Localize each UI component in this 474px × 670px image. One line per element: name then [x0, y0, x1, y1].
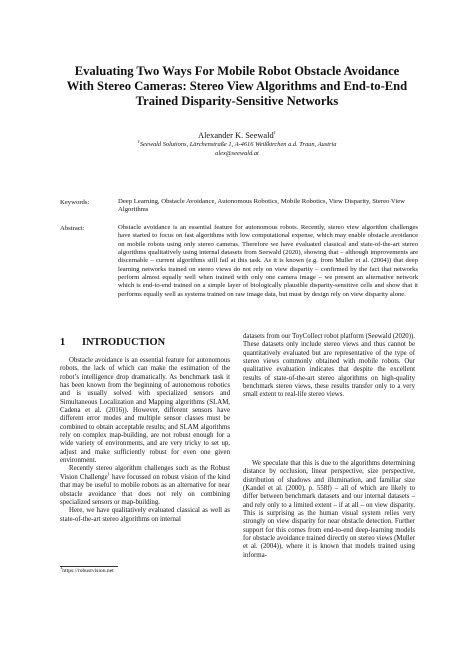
author-line: [60, 130, 414, 141]
author-footnote-mark: 1: [273, 130, 276, 136]
intro-paragraph-2-start: Recently stereo algorithm challenges such as the Robust Vision Challenge: [60, 465, 230, 481]
affiliation: Seewald Solutions, Lärchenstraße 1, A-4616 Weißkirchen a.d. Traun, Austria: [139, 141, 337, 148]
abstract-text: Obstacle avoidance is an essential feature for autonomous robots. Recently, stereo view algorithm challenges have started to focus on fast algorithms with low computational expense, which may enable obstacle avoidance on mobile robots using only stereo cameras. Therefore we have evaluated classical and state-of-the-art stereo algorithms qualitatively using internal datasets from Seewald (2020), showing that – although improvements are discernable – current algorithms still fail at this task. As it is known (e.g. from Muller et al. (2004)) that deep learning networks trained on stereo views do not rely on view disparity – confirmed by the fact that networks perform almost equally well when trained with only one camera image – we present an alternative network which is end-to-end trained on a simple layer of biologically plausible disparity-sensitive cells and show that it performs equally well as systems trained on raw image data, but must by design rely on view disparity alone.: [118, 224, 418, 298]
affiliation-mark: 1: [137, 138, 140, 144]
abstract-label: Abstract:: [60, 225, 85, 232]
paper-title: Evaluating Two Ways For Mobile Robot Obstacle Avoidance With Stereo Cameras: Stereo View Algorithms and End-to-End Trained Disparity-Sensitive Networks: [66, 64, 408, 109]
footnote-ref-mark: 1: [107, 471, 110, 477]
footnote-url: https://robustvision.net: [62, 568, 114, 574]
footnote-rule: [60, 566, 118, 567]
intro-paragraph-3: Here, we have qualitatively evaluated classical as well as state-of-the-art stereo algorithms on internal: [60, 507, 230, 523]
keywords-text: Deep Learning, Obstacle Avoidance, Autonomous Robotics, Mobile Robotics, View Disparity, Stereo View Algorithms: [118, 198, 406, 214]
intro-paragraph-2-end: have focussed on robust vision of the kind that may be useful to mobile robots as an alternative for near obstacle avoidance that does not rely on combining specialized sensors or map-building.: [60, 473, 230, 506]
intro-paragraph-4: We speculate that this is due to the algorithms determining distance by occlusion, linear perspective, size perspective, distribution of shadows and illumination, and familiar size (Kandel et al. (2000), p. 558f) – all of which are likely to differ between benchmark datasets and our internal datasets – and rely only to a limited extent – if at all – on view disparity. This is surprising as the human visual system relies very strongly on view disparity for near obstacle detection. Further support for this comes from end-to-end deep-learning models for obstacle avoidance trained directly on stereo views (Muller et al. (2004)), where it is known that models trained using informa-: [243, 460, 415, 559]
intro-paragraph-continued: datasets from our ToyCollect robot platform (Seewald (2020)). These datasets only include stereo views and thus cannot be quantitatively evaluated but are representative of the type of stereo views commonly obtained with mobile robots. Our qualitative evaluation indicates that despite the excellent results of state-of-the-art stereo algorithms on high-quality benchmark stereo views, these results transfer only to a very small extent to real-life stereo views.: [243, 333, 415, 399]
section-title: INTRODUCTION: [82, 337, 166, 348]
author-name: Alexander K. Seewald: [198, 131, 274, 140]
intro-paragraph-1: Obstacle avoidance is an essential feature for autonomous robots, the lack of which can make the estimation of the robot’s intelligence drop dramatically. As benchmark task it has been known from the beginning of autonomous robotics and is usually solved with specialized sensors and Simultaneous Localization and Mapping algorithms (SLAM, Cadena et al. (2016)). However, different sensors have different error modes and multiple sensor classes must be combined to obtain acceptable results; and SLAM algorithms rely on complex map-building, are not robust enough for a wide variety of environments, and are very tricky to set up, adjust and make sufficiently robust for even one given environment.: [60, 357, 230, 465]
section-number: 1: [60, 337, 66, 348]
author-email: alex@seewald.at: [215, 150, 259, 157]
footnote-mark: 1: [60, 565, 63, 571]
intro-paragraph-2: [60, 465, 230, 507]
left-column: [60, 357, 230, 524]
right-column-top: [243, 333, 415, 400]
right-column-bottom: [243, 460, 415, 560]
keywords-label: Keywords:: [60, 199, 90, 206]
affiliation-line: [60, 138, 414, 149]
footnote: [60, 565, 114, 575]
section-heading: [60, 337, 165, 349]
